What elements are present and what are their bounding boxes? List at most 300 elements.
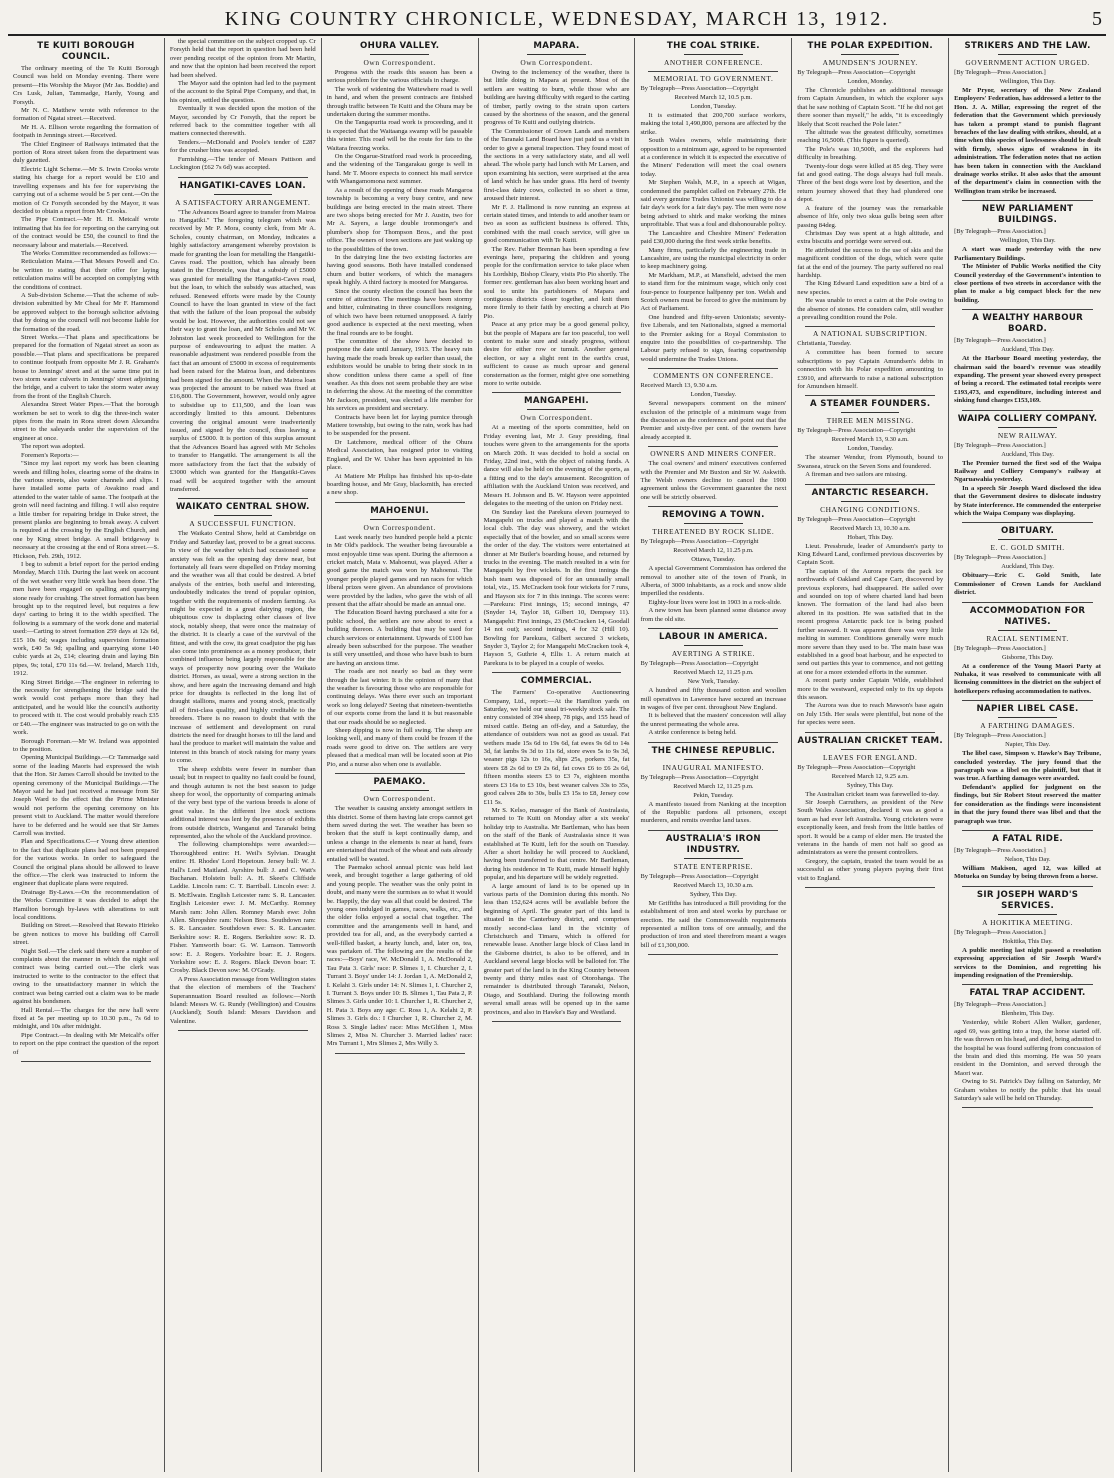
article-subheadline: THREATENED BY ROCK SLIDE. xyxy=(652,527,775,537)
article-subheadline: THREE MEN MISSING. xyxy=(826,416,914,426)
article xyxy=(797,736,943,883)
article-dateline: Received March 13, 10.30 a.m. xyxy=(830,524,911,532)
article-separator xyxy=(335,773,465,774)
article-dateline: Hokitika, This Day. xyxy=(1002,937,1053,945)
article-subheadline: MEMORIAL TO GOVERNMENT. xyxy=(653,74,774,83)
article-body xyxy=(954,246,1101,305)
article-dateline: By Telegraph—Press Association—Copyright xyxy=(797,427,916,435)
article-headline: LABOUR IN AMERICA. xyxy=(659,632,768,643)
article-dateline: Sydney, This Day. xyxy=(690,890,737,898)
columns-container xyxy=(8,38,1106,1472)
paragraph: A feature of the journey was the remarkable absence of life, only two skua gulls being seen after passing 84deg. xyxy=(797,204,944,229)
headline-rule xyxy=(527,409,585,410)
headline-rule xyxy=(998,427,1057,428)
article-body xyxy=(640,400,786,442)
paragraph: A public meeting last night passed a resolution expressing appreciation of Sir Joseph Ward's services to the Dominion, and regretting his impending resignation of the Premiership. xyxy=(954,946,1102,979)
article xyxy=(327,506,473,769)
article-headline: ANTARCTIC RESEARCH. xyxy=(811,487,929,498)
article xyxy=(954,834,1101,882)
article-dateline: Christiania, Tuesday. xyxy=(797,340,852,348)
paragraph: Mr Griffiths has introduced a Bill providing for the establishment of iron and steel works by purchase or erection. He said the Commonwealth requirements represented a million tons of ore annually, and the production of iron and steel therefrom meant a wages bill of £1,300,000. xyxy=(640,899,787,949)
paragraph: A Sub-division Scheme.—That the scheme of sub-division submitted by Mr Cheal for Mr F. Hammond be approved subject to the borough solicitor advising that by doing so the council will not become liable for the formation of the road. xyxy=(13,291,159,333)
paragraph: Last week nearly two hundred people held a picnic in Mr Old's paddock. The weather being favourable a most enjoyable time was spent. During the afternoon a cricket match, Mata v. Mahoenui, was played. After a good game the match was won by Mahoenui. The younger people played games and ran races for which liberal prizes were given. An abundance of provisions were provided by the ladies, who gave the wish of all present that the affair should be made an annual one. xyxy=(326,533,473,608)
paragraph: Defendant's applied for judgment on the findings, but Sir Robert Stout reserved the matter for consideration as the findings were inconsistent in that the jury found there was libel and that the paragraph was true. xyxy=(954,783,1102,825)
paragraph: King Street Bridge.—The engineer in referring to the necessity for strengthening the bridge said the work would cost perhaps more than they had anticipated, and he would like the council's authority to proceed with it. The cost would probably reach £35 or £40.—The engineer was instructed to go on with the work. xyxy=(13,678,159,737)
article-headline: SIR JOSEPH WARD'S SERVICES. xyxy=(976,889,1079,911)
article-body xyxy=(797,791,943,883)
paragraph: Night Soil.—The clerk said there were a number of complaints about the manner in which the night soil contract was being carried out.—The clerk was instructed to write to the contractor to the effect that owing to the unsatisfactory manner in which the contract was being carried out a claim was to be made against his bondsmen. xyxy=(13,947,159,1006)
article-subheadline: INAUGURAL MANIFESTO. xyxy=(662,762,765,772)
paragraph: At a conference of the Young Maori Party at Nuhaka, it was resolved to communicate with all licensing committees in the district on the subject of hotelkeepers refusing accommodation to natives. xyxy=(954,662,1102,695)
article-subheadline: STATE ENTERPRISE. xyxy=(673,861,754,871)
article xyxy=(797,329,943,391)
paragraph: The Lancashire and Cheshire Miners' Federation paid £30,000 during the first week strike benefits. xyxy=(640,229,787,246)
headline-rule xyxy=(998,914,1057,915)
article-separator xyxy=(805,326,935,327)
article-headline: THE COAL STRIKE. xyxy=(666,41,760,51)
paragraph: The Aurora was due to reach Mawson's base again on July 15th. Her seals were plentiful, but none of the fur species were seen. xyxy=(797,702,944,727)
article-dateline: By Telegraph—Press Association—Copyright xyxy=(797,515,916,523)
article-dateline: London, Tuesday. xyxy=(690,103,737,110)
headline-rule xyxy=(370,54,428,55)
article-headline: MAPARA. xyxy=(533,41,580,51)
article-headline: ACCOMMODATION FOR NATIVES. xyxy=(969,605,1086,627)
article-body xyxy=(640,460,786,502)
article xyxy=(797,399,943,479)
article-separator xyxy=(962,830,1093,831)
paragraph: A manifesto issued from Nanking at the inception of the Republic pardons all prisoners, except murderers, and remits overdue land taxes. xyxy=(640,800,787,825)
article-separator xyxy=(648,954,778,955)
paragraph: The libel case, Simpson v. Hawke's Bay Tribune, concluded yesterday. The jury found that the paragraph was a libel on the plaintiff, but that it was true. A farthing damages were awarded. xyxy=(954,750,1102,783)
paragraph: In the dairying line the two existing factories are having good seasons. Both have installed condensed churn and butter workers, of which the managers speak highly. A third factory is mooted for Mangaroa. xyxy=(326,253,473,287)
paragraph: On Sunday last the Parekura eleven journeyed to Mangapehi on trucks and played a match with the local club. The day was showery, and the wicket especially that of the bowler, and so small scores were the order of the day. The visitors were entertained at dinner at Mr Butler's boarding house, and returned by trucks in the evening. The match resulted in a win for Mangapehi by five wickets. In the first innings the bush team was disposed of for an unusually small total, viz., 15. McCracken took four wickets for 7 runs, and Hayson six for 7 in this innings. The scores were:—Parekura: First innings, 15; second innings, 47 (Snyder 14, Taylor 18, Gilbert 10, Dempsey 11). Mangapehi: First innings, 23 (McCracken 14, Goodall 14 not out); second innings, 4 for 32 (Hill 10). Bowling for Parekura, Gilbert secured 3 wickets, Snyder 3, Taylor 2; for Mangapehi McCracken took 4, Hayson 5, Guthrie 4, Ellis 1. A return match at Parekura is to be played in a couple of weeks. xyxy=(483,508,630,667)
article-body xyxy=(640,687,786,737)
article-headline: THE CHINESE REPUBLIC. xyxy=(651,745,776,756)
paragraph: Mr H. A. Ellison wrote regarding the formation of footpath in Jennings street.—Received. xyxy=(13,123,159,140)
paragraph: "The Advances Board agree to transfer from Mairoa to Hangatiki." The foregoing telegram which was received by Mr P. Mora, county clerk, from Mr A. Scholes, county chairman, on Monday, indicates a highly satisfactory arrangement whereby provision is made for granting the loan for metalling the Hangatiki-Caves road. The position, which has already been stated in the Chronicle, was that a subsidy of £5000 was granted for metalling the Hangatiki-Caves road, but the loan, to which the subsidy was attached, was refused. Renewed efforts were made by the County Council to have the loan granted in view of the fact that with the failure of the loan proposal the subsidy would be lost. However, the authorities could not see their way to grant the loan, and Mr Scholes and Mr W. Johnston last week proceeded to Wellington for the purpose of endeavouring to adjust the matter. A reasonable adjustment was rendered possible from the fact that an amount of £5000 in excess of requirements had been raised for the Mairoa loan, and debentures had been signed for the amount. When the Mairoa loan was projected the amount to be raised was fixed at £16,800. The Government, however, would only agree to subsidise up to £11,500, and the loan was accordingly limited to this amount. Debentures covering the original amount were inadvertently issued, and signed by the council, thus leaving a surplus of £5000. It is portion of this surplus amount that the Advances Board has agreed with Mr Scholes to transfer to Hangatiki. The arrangement is all the more satisfactory from the fact that the subsidy of £3000 which was granted for the Hangatiki-Caves road will be acquired together with the amount transferred. xyxy=(169,208,316,493)
paragraph: A hundred and fifty thousand cotton and woollen mill operatives in Lawrence have secured an increase in wages of five per cent. throughout New England. xyxy=(640,687,787,711)
column-4 xyxy=(479,38,636,1472)
headline-rule xyxy=(684,54,742,55)
paragraph: At the Harbour Board meeting yesterday, the chairman said the board's revenue was steadily expanding. The present year showed every prospect of being a record. The estimated total receipts were £193,473, and expenditure, including interest and sinking fund charges £153,169. xyxy=(954,355,1102,405)
article-separator xyxy=(648,71,778,72)
paragraph: Street Works.—That plans and specifications be prepared for the formation of Ngatai street as soon as possible.—That plans and specifications be prepared to continue footpath from opposite Mr J. R. Graham's house to Jennings' street and at the same time put in two storm water culverts in Jennings' street adjoining the bridge, and a culvert to take the storm water away from the front of the English Church. xyxy=(13,334,159,400)
paragraph: Progress with the roads this season has been a serious problem for the various officials in charge. xyxy=(326,69,473,85)
article-headline: A FATAL RIDE. xyxy=(992,833,1063,844)
article-headline: AUSTRALIA'S IRON INDUSTRY. xyxy=(665,833,761,855)
article-headline: WAIKATO CENTRAL SHOW. xyxy=(175,502,310,513)
paragraph: Mr S. Kelso, manager of the Bank of Australasia, returned to Te Kuiti on Monday after a six weeks' holiday trip to Australia. Mr Bartleman, who has been on the staff of the Bank of Australasia since it was established at Te Kuiti, left for the south on Tuesday. After a short holiday he will proceed to Auckland, having been transferred to that centre. Mr Bartleman, during his residence in Te Kuiti, made himself highly popular, and his departure will be widely regretted. xyxy=(483,806,630,882)
article-body xyxy=(954,87,1101,196)
article-body xyxy=(797,454,943,479)
article xyxy=(954,414,1101,519)
paragraph: Yesterday, while Robert Allen Walker, gardener, aged 69, was getting into a trap, the horse started off. He was thrown on his head, and died, being admitted to the hospital he was found suffering from concussion of the brain and died this morning. He was 50 years resident in the Dominion, and served through the Maori war. xyxy=(954,1019,1102,1077)
article-separator xyxy=(648,628,778,629)
article-subheadline: A NATIONAL SUBSCRIPTION. xyxy=(812,329,928,339)
paragraph: He was unable to erect a cairn at the Pole owing to the absence of stones. He considers calm, still weather a prevailing condition round the Pole. xyxy=(797,297,944,321)
paragraph: The Minister of Public Works notified the City Council yesterday of the Government's intention to close portions of two streets in accordance with the plan to make a big compact block for the new building. xyxy=(954,263,1102,304)
article-body xyxy=(954,865,1101,882)
article xyxy=(327,41,473,498)
paragraph: Tenders.—McDonald and Poole's tender of £287 for the crusher bins was accepted. xyxy=(169,138,316,155)
article-dateline: [By Telegraph—Press Association.] xyxy=(954,732,1046,740)
paragraph: It is estimated that 200,700 surface workers, making the total 1,490,800, persons are affected by the strike. xyxy=(640,112,787,136)
paragraph: Drainage By-Laws.—On the recommendation of the Works Committee it was decided to adopt the Hamilton borough by-laws with alterations to suit local conditions. xyxy=(13,888,159,922)
paragraph: The Works Committee recommended as follows:— xyxy=(21,249,157,257)
article-separator xyxy=(962,309,1093,310)
article-dateline: Hobart, This Day. xyxy=(847,533,894,541)
article-separator xyxy=(648,506,778,507)
paragraph: The following championships were awarded:—Thoroughbred entire: H. Weil's Sylvian. Draught entire: H. Rhodes' Lord Hopetoun. Jersey bull: W. J. Hall's Lord Maitland. Ayrshire bull: J. and C. Watt's Buchanan. Holstein bull: A. H. Skeet's Cliffside Laddie. Lincoln ram: C. T. Barriball. Lincoln ewe: J. B. McElwain. English Leicester ram: S. R. Lancaster. English Leicester ewe: J. M. McCarthy. Romney Marsh ram: John Allen. Romney Marsh ewe: John Allen. Shropshire ram: Nelson Bros. Southdown ram: S. R. Lancaster. Southdown ewe: S. R. Lancaster. Berkshire sow: R. E. Rogers. Berkshire sow: R. D. Fisher. Yamworth boar: G. W. Lamson. Tamworth sow: E. J. Rogers. Yorkshire boar: E. J. Rogers. Yorkshire sow: E. J. Rogers. Black Devon boar: T. Crosby. Black Devon sow: M. O'Grady. xyxy=(169,841,316,975)
article-separator xyxy=(805,732,935,733)
article-body xyxy=(640,801,786,826)
article-body xyxy=(484,69,630,388)
article-separator xyxy=(962,1107,1093,1108)
paragraph: A fireman and two sailors are missing. xyxy=(805,471,907,479)
paragraph: "Since my last report my work has been cleaning weeds and filling holes, clearing some of the drains in the various streets, also water channels and slips. I have installed some parts of Awakino road and attended to the water table of same. The footpath at the groin will need facining and filling. I will also require a little timber for repairing bridge in Duke street, the present planks are beginning to break away. A culvert is required at the crossing by the English Church, and one by King street bridge. A small bridgeway is necessary at the crossing at the end of Rora street.—S. Hickson, Feb. 29th, 1912. xyxy=(13,460,159,560)
article-dateline: By Telegraph—Press Association—Copyright xyxy=(640,538,759,546)
article-headline: MAHOENUI. xyxy=(370,505,430,516)
article-separator xyxy=(962,410,1093,411)
article xyxy=(954,988,1101,1103)
article xyxy=(640,510,786,624)
article-subheadline: A SATISFACTORY ARRANGEMENT. xyxy=(175,197,311,207)
article-dateline: Auckland, This Day. xyxy=(1001,450,1054,458)
article-dateline: Blenheim, This Day. xyxy=(1001,1010,1054,1018)
article-subheadline: E. C. GOLD SMITH. xyxy=(990,543,1065,553)
article-headline: TE KUITI BOROUGH COUNCIL. xyxy=(37,41,135,62)
article-separator xyxy=(178,498,308,499)
paragraph: Borough Foreman.—Mr W. Ireland was appointed to the position. xyxy=(13,737,159,753)
paragraph: Pipe Contract.—In dealing with Mr Metcalf's offer to report on the pipe contract the question of the report of xyxy=(13,1031,159,1056)
article-body xyxy=(484,689,630,1017)
article-subheadline: AMUNDSEN'S JOURNEY. xyxy=(822,58,918,67)
paragraph: Many firms, particularly the engineering trade in Lancashire, are using the municipal electricity in order to keep machinery going. xyxy=(640,246,787,271)
article-headline: COMMERCIAL. xyxy=(520,676,593,687)
article-headline: OBITUARY. xyxy=(1000,526,1055,537)
article-dateline: Napier, This Day. xyxy=(1005,741,1051,749)
article-headline: OHURA VALLEY. xyxy=(360,41,440,51)
article xyxy=(484,41,630,388)
article-body xyxy=(797,543,943,728)
article xyxy=(954,526,1101,597)
article-subheadline: Own Correspondent. xyxy=(363,58,436,67)
article-body xyxy=(797,349,943,391)
paragraph: The Waikato Central Show, held at Cambridge on Friday and Saturday last, proved to be a great success. In view of the weather which had occasioned some anxiety was felt as the opening day drew near, but fortunately all fears were dispelled on Friday morning and the weather was all that could be desired. A brief analysis of the entries, both useful and interesting, undoubtedly indicates the trend of popular opinion, together with the requirements of modern farming. As might be expected in a great dairying region, the ubiquitous cow is displacing other classes of live stock, notably sheep, that were once the mainstay of the district. It is clearly a case of the survival of the fittest, and with the cow, its great coadjutor the pig has also come into prominence as a money producer, their combined influence being largely responsible for the ways of prosperity now pouring over the Waikato district. Horses, as usual, were a strong section in the show, and here again the increasing demand and high price for draughts is reflected in the long list of draught stallions, mares and young stock, practically all of first-class quality, and highly creditable to the breeders. There is no reason to doubt that with the increase of settlement and development on rural districts the need for draught horses to till the land and haul the produce to market will maintain the value and interest in this branch of stock raising for many years to come. xyxy=(169,530,316,765)
article-body xyxy=(640,112,786,364)
article-separator xyxy=(178,177,308,178)
article xyxy=(170,38,316,173)
article-subheadline: AVERTING A STRIKE. xyxy=(671,649,755,659)
article-separator xyxy=(648,830,778,831)
article-body xyxy=(640,900,786,950)
article-body xyxy=(327,69,473,498)
article xyxy=(797,41,943,322)
article-dateline: Auckland, This Day. xyxy=(1001,346,1054,354)
article-subheadline: Own Correspondent. xyxy=(363,522,436,532)
headline-rule xyxy=(998,539,1057,540)
paragraph: The Mayor said the opinion had led to the payment of the account to the Spiral Pipe Company, and that, in his opinion, settled the question. xyxy=(169,80,316,104)
article-subheadline: RACIAL SENTIMENT. xyxy=(986,633,1069,643)
article-headline: PAEMAKO. xyxy=(373,777,426,788)
article-body xyxy=(954,663,1101,697)
paragraph: In a speech Sir Joseph Ward disclosed the idea that the Government desires to dislocate industry by State interference. He commended the enterprise which the Waipa Company was displaying. xyxy=(954,484,1102,517)
article-dateline: Gisborne, This Day. xyxy=(1001,653,1054,661)
article-body xyxy=(954,947,1101,981)
article-dateline: [By Telegraph—Press Association.] xyxy=(954,1001,1046,1009)
article-body xyxy=(170,209,316,495)
paragraph: William Makison, aged 12, was killed at Motueka on Sunday by being thrown from a horse. xyxy=(954,864,1102,881)
paragraph: The Paemako school annual picnic was held last week, and brought together a large gathering of old and young people. The weather was the only point in doubt, and many were the surmises as to what it would be. Happily, the day was all that could be desired. The young ones indulged in games, races, walks, etc., and the older folks enjoyed a social chat together. The committee and the arrangements well in hand, and provided tea for all, and, as the everybody carried a well-filled basket, a hearty lunch, and, later on, tea, was partaken of. The following are the results of the races:—Boys' race, W. McDonald 1, A. McDonald 2, Tau Pata 3. Girls' race: P. Slimes 1, I. Churcher 2, I. Turrant 3. Boys' under 14: J. Jordan 1, A. McDonald 2, I. Kelahi 3. Girls under 14: N. Slimes 1, I. Churcher 2, I. Turrant 3. Boys under 10: B. Slimes 1, Tau Pata 2, P. Slimes 3. Girls under 10: I. Churcher 1, R. Churcher 2, H. Pata 3. Boys any age: C. Ross 1, A. Kelahi 2, P. Slimes 3. Girls do.: I Churcher 1, R. Churcher 2, M. Ross 3. Single ladies' race: Miss McGlihen 1, Miss Slimes 2, Miss N. Churcher 3. Married ladies' race: Mrs Turrant 1, Mrs Slimes 2, Mrs Willy 3. xyxy=(326,863,473,1048)
article-body xyxy=(797,87,943,322)
article xyxy=(640,41,786,67)
headline-rule xyxy=(527,54,585,55)
article-dateline: [By Telegraph—Press Association.] xyxy=(954,441,1046,449)
article-separator xyxy=(805,395,935,396)
paragraph: The Education Board having purchased a site for a public school, the settlers are now about to erect a building thereon. A building that may be used for church services or entertainment. Upwards of £100 has already been subscribed for the purpose. The weather is still very unsettled, and those who have bush to burn are having an anxious time. xyxy=(326,609,473,667)
article xyxy=(170,181,316,495)
article-separator xyxy=(492,672,622,673)
paragraph: The roads are not nearly so bad as they were through the last winter. It is the opinion of many that the weather is favouring those who are responsible for continuing delays. Was there ever such an important work so long delayed? Seeing that nineteen-twentieths of our exports come from the land it is but reasonable that our roads should be so neglected. xyxy=(326,668,473,726)
article-body xyxy=(170,38,316,173)
paragraph: Several newspapers comment on the miners' exclusion of the principle of a minimum wage from the discussion as the conference and point out that the Premier and sixty-five per cent. of the owners have already accepted it. xyxy=(640,400,787,441)
article-dateline: Received March 13, 9.30 a.m. xyxy=(831,436,909,444)
article-separator xyxy=(962,886,1093,887)
paragraph: Alexandra Street Water Pipes.—That the borough workmen be set to work to dig the three-inch water pipes from the main in Rora street down Alexandra street to the saleyards under the supervision of the engineer at once. xyxy=(13,401,159,442)
article-dateline: [By Telegraph—Press Association.] xyxy=(954,554,1046,562)
article-separator xyxy=(335,502,465,503)
paragraph: Sheep dipping is now in full swing. The sheep are looking well, and many of them could be frozen if the roads were good to drive on. The settlers are very pleased that a medical man will be located soon at Pio Pio, and a nurse also when one is available. xyxy=(326,727,473,768)
article xyxy=(797,488,943,728)
paragraph: The Premier turned the first sod of the Waipa Railway and Colliery Company's railway at Ngaruawahia yesterday. xyxy=(954,459,1102,484)
article-headline: MANGAPEHI. xyxy=(524,396,589,407)
article-headline: NEW PARLIAMENT BUILDINGS. xyxy=(981,204,1074,226)
article-dateline: London, Tuesday. xyxy=(690,391,737,399)
article-headline: AUSTRALIAN CRICKET TEAM. xyxy=(797,735,943,746)
article-body xyxy=(327,805,473,1049)
article-subheadline: CHANGING CONDITIONS. xyxy=(820,504,921,514)
paragraph: Eventually it was decided upon the motion of the Mayor, seconded by Cr Forsyth, that the report be referred back to the committee together with all matters connected therewith. xyxy=(169,105,316,138)
paragraph: He attributed the success to the use of skis and the magnificent condition of the dogs, which were quite fat at the end of the journey. The party suffered no real hardship. xyxy=(797,246,944,279)
article xyxy=(954,313,1101,405)
article-separator xyxy=(962,700,1093,701)
article xyxy=(484,396,630,668)
headline-rule xyxy=(684,523,742,524)
paragraph: Dr Latchmore, medical officer of the Ohura Medical Association, has resigned prior to visiting England, and Dr W. Usher has been appointed in his place. xyxy=(326,438,473,472)
paragraph: The report was adopted. xyxy=(21,443,85,451)
article-headline: THE POLAR EXPEDITION. xyxy=(807,41,933,51)
article-dateline: New York, Tuesday. xyxy=(687,678,740,686)
column-7 xyxy=(949,38,1106,1472)
paragraph: Reticulation Mains.—That Messrs Powell and Co. be written to stating that their offer for laying reticulation mains will be accepted on complying with the conditions of contract. xyxy=(13,258,159,291)
article-dateline: Pekin, Tuesday. xyxy=(693,791,734,799)
article-dateline: By Telegraph—Press Association—Copyright xyxy=(640,872,759,880)
article-separator xyxy=(492,1021,622,1022)
article-dateline: [By Telegraph—Press Association.] xyxy=(954,644,1046,652)
article-dateline: Ottawa, Tuesday. xyxy=(691,556,736,564)
article-dateline: Wellington, This Day. xyxy=(999,78,1056,85)
article xyxy=(954,890,1101,981)
article-dateline: By Telegraph—Press Association—Copyright xyxy=(640,773,759,781)
column-3 xyxy=(322,38,479,1472)
article-dateline: By Telegraph—Press Association—Copyright xyxy=(797,763,916,771)
article-dateline: Received March 12, 11.25 p.m. xyxy=(673,669,754,677)
headline-rule xyxy=(370,790,428,791)
article-dateline: [By Telegraph—Press Association.] xyxy=(954,846,1046,854)
paragraph: South Wales owners, while maintaining their opposition to a minimum age, agreed to be represented at a conference in which it is expected the executive of the Miners' Federation will meet the coal owners today. xyxy=(640,137,787,178)
headline-rule xyxy=(684,759,742,760)
article-dateline: London, Tuesday. xyxy=(847,445,894,453)
article xyxy=(640,746,786,826)
article-separator xyxy=(648,368,778,369)
column-2 xyxy=(165,38,322,1472)
paragraph: A Press Association message from Wellington states that the election of members of the Teachers' Superannuation Board resulted as follows:—North Island: Messrs W. G. Rundy (Wellington) and Cousins (Auckland); South Island: Messrs Davidson and Valentine. xyxy=(169,975,316,1025)
article-dateline: [By Telegraph—Press Association.] xyxy=(954,928,1046,936)
headline-rule xyxy=(684,645,742,646)
column-5 xyxy=(635,38,792,1472)
article-dateline: London, Monday. xyxy=(847,78,893,85)
article-headline: REMOVING A TOWN. xyxy=(661,510,765,521)
article-body xyxy=(954,355,1101,405)
headline-rule xyxy=(214,194,272,195)
article-separator xyxy=(962,602,1093,603)
article-subheadline: Own Correspondent. xyxy=(520,58,593,67)
paragraph: Mr F. J. Hallmond is now running an express at certain stated times, and intends to add another team or two as soon as sufficient business is offered. This, combined with the mail coach service, will give us good communication with Te Kuiti. xyxy=(483,203,630,245)
article-separator xyxy=(962,522,1093,523)
paragraph: Opening Municipal Buildings.—Cr Tammadge said some of the leading Maoris had expressed the wish that the Hon. Sir James Carroll should be invited to the opening ceremony of the Municipal Buildings.—The Mayor said he had just received a message from Sir Joseph Ward to the effect that the Prime Minister would not perform the opening ceremony on his present visit to Auckland. The matter would therefore have to be deferred and he would see that Sir James Carroll was invited. xyxy=(13,754,159,837)
article-dateline: Sydney, This Day. xyxy=(846,781,894,789)
article-headline: HANGATIKI-CAVES LOAN. xyxy=(179,180,306,191)
headline-rule xyxy=(841,749,899,750)
headline-rule xyxy=(370,519,428,520)
masthead xyxy=(8,6,1106,36)
paragraph: The coal owners' and miners' executives conferred with the Premier and Mr Buxton and Sir W. Askwith. The Welsh owners decline to cancel the 1900 agreement unless the Government guarantee the next one will be strictly observed. xyxy=(640,460,787,501)
paragraph: A recent party under Captain Wilde, established more to the westward, expected only to fix up depots this season. xyxy=(797,677,944,701)
paragraph: Since the county election the council has been the centre of attraction. The meetings have been stormy and bitter, culminating in three councillors resigning, of which two have been returned unopposed. A fairly good audience is expected at the next meeting, when the final rounds are to be fought. xyxy=(326,287,473,337)
paragraph: A new town has been planned some distance away from the old site. xyxy=(640,607,787,623)
article xyxy=(640,371,786,442)
paragraph: A committee has been formed to secure subscriptions to pay Captain Amundsen's debts in connection with his Polar expedition amounting to £3910, and afterwards to raise a national subscription for Amundsen himself. xyxy=(797,349,944,390)
paragraph: The Commissioner of Crown Lands and members of the Taranaki Land Board have just paid us a visit in order to give a general inspection. They found most of the sections in a very satisfactory state, and all well ahead. The whole party had lunch with Mr Larsen, and upon examining his section, were surprised at the area of land which he has under grass. His herd of twenty first-class dairy cows, collected in so short a time, aroused their interest. xyxy=(483,127,630,203)
article xyxy=(954,704,1101,826)
paragraph: At Matiere Mr Philips has finished his up-to-date boarding house, and Mr Gray, blacksmith, has erected a new shop. xyxy=(326,472,473,497)
article-separator xyxy=(21,1061,151,1062)
paragraph: Lieut. Pressbrude, leader of Amundsen's party to King Edward Land, confirmed previous discoveries by Captain Scott. xyxy=(797,542,944,567)
article-dateline: [By Telegraph—Press Association.] xyxy=(954,337,1046,345)
article-separator xyxy=(805,484,935,485)
article-dateline: [By Telegraph—Press Association.] xyxy=(954,69,1046,76)
paragraph: Owing to St. Patrick's Day falling on Saturday, Mr Graham wishes to notify the public that his usual Saturday's sale will be held on Thursday. xyxy=(954,1078,1102,1102)
paragraph: A special Government Commission has ordered the removal to another site of the town of Frank, in Alberta, of 3000 inhabitants, as a rock and snow slide imperilled the residents. xyxy=(640,565,787,598)
headline-rule xyxy=(214,515,272,516)
paragraph: Obituary—Eric C. Gold Smith, late Commissioner of Crown Lands for Auckland district. xyxy=(954,572,1102,597)
paragraph: Twenty-four dogs were killed at 85 deg. They were fat and good eating. The dogs always had full meals. Three of the best dogs were lost by desertion, and the return journey showed that they had plundered one depot. xyxy=(797,162,944,204)
paragraph: On the Ongarue-Stratford road work is proceeding, and the widening of the Tangarakau gorge is well in hand. Mr T. Moore expects to connect his mail service with Whangamomona next summer. xyxy=(326,153,473,186)
article-subheadline: GOVERNMENT ACTION URGED. xyxy=(965,58,1090,67)
paragraph: Foremen's Reports:— xyxy=(21,451,79,459)
paragraph: On the Tangapurita road work is proceeding, and it is expected that the Waitaanga swamp will be passable this winter. This road will be the route for fats to the Waitara freezing works. xyxy=(326,119,473,152)
paragraph: The work of widening the Waitewhere road is well in hand, and when the present contracts are finished through traffic between Te Kuiti and the Ohura may be undertaken during the summer months. xyxy=(326,85,473,119)
paragraph: Sir Joseph Carruthers, as president of the New South Wales Association, declared it was as good a team as had ever left Australia. Young cricketers were exceptionally keen, and fresh from the little battles of sport. It would be a camp of elder men. He trusted the veterans in the hands of men not half so good as administrators as were the present controllers. xyxy=(797,798,944,857)
article-subheadline: ANOTHER CONFERENCE. xyxy=(663,58,763,67)
paragraph: Eighty-four lives were lost in 1903 in a rock-slide. xyxy=(648,598,782,606)
headline-rule xyxy=(841,501,899,502)
article-subheadline: A SUCCESSFUL FUNCTION. xyxy=(189,519,297,529)
article-separator xyxy=(648,446,778,447)
article xyxy=(640,74,786,364)
article-headline: NAPIER LIBEL CASE. xyxy=(976,704,1079,715)
article-subheadline: A FARTHING DAMAGES. xyxy=(980,721,1075,731)
article-separator xyxy=(648,742,778,743)
article-dateline: Auckland, This Day. xyxy=(1001,563,1054,571)
article xyxy=(954,204,1101,305)
article-body xyxy=(13,65,159,1057)
article-separator xyxy=(962,984,1093,985)
paragraph: Mr N. C. Matthew wrote with reference to the formation of Ngatai street.—Received. xyxy=(13,107,159,123)
article xyxy=(13,41,159,1057)
article-body xyxy=(954,750,1101,826)
paragraph: The Pipe Contract.—Mr H. H. Metcalf wrote intimating that his fee for reporting on the carrying out of the contract would be £50, the council to find the necessary labour and materials.—Received. xyxy=(13,216,159,249)
column-1 xyxy=(8,38,165,1472)
paragraph: Mr Pryor, secretary of the New Zealand Employers' Federation, has addressed a letter to the Hon. J. A. Millar, expressing the regret of the federation that the Government which previously has taken a prompt stand to punish flagrant breaches of the law dealing with strikes, should, at a time when this species of lawlessness should be dealt with firmly, shows signs of weakness in its administration. The federation notes that no action has been taken in connection with the Auckland drainage works strike. It also asks that the amount of the department's claim in connection with the Wellington tram strike be increased. xyxy=(954,87,1102,195)
article xyxy=(954,606,1101,697)
article-dateline: Received March 13, 9.30 a.m. xyxy=(640,382,718,390)
paragraph: The Chronicle publishes an additional message from Captain Amundsen, in which the explorer says that he saw nothing of Captain Scott. "If he did not get there sooner than myself," he adds, "it is exceedingly likely that Scott reached the Pole later." xyxy=(797,87,944,128)
article-headline: A STEAMER FOUNDERS. xyxy=(810,399,931,410)
paragraph: A strike conference is being held. xyxy=(648,729,737,737)
paragraph: The sheep exhibits were fewer in number than usual; but in respect to quality no fault could be found, and though autumn is not the best season to judge sheep for wool, the opportunity of comparing animals of the very best type of the various breeds is alone of great value. In the different live stock sections additional interest was lent by the presence of exhibits from outside districts, Wanganui and Taranaki being represented, also the whole of the Auckland province. xyxy=(169,765,316,840)
article-dateline: Received March 12, 9.25 a.m. xyxy=(831,772,909,780)
paragraph: The ordinary meeting of the Te Kuiti Borough Council was held on Monday evening. There were present—His Worship the Mayor (Mr Jas. Boddie) and Crs Lusk, Julian, Tammadge, Hardy, Young and Forsyth. xyxy=(13,65,159,106)
paragraph: Gregory, the captain, trusted the team would be as successful as other young players paying their first visit to England. xyxy=(797,857,944,882)
paragraph: Hall Rental.—The charges for the new hall were fixed at 5s per meeting up to 10.30 p.m., 7s 6d to midnight, and 10s after midnight. xyxy=(13,1006,159,1031)
article xyxy=(640,834,786,950)
paragraph: A large amount of land is to be opened up in various parts of the Dominion during this month. No less than 152,624 acres will be available before the beginning of April. The greater part of this land is situated in the Canterbury district, and comprises mostly second-class land in the vicinity of Christchurch and Timaru, which is offered for renewable lease. Another large block of Class land in the Gisborne district, is also to be offered, and in Auckland several large blocks will be balloted for. The greater part of the land is in the King Country between twenty and thirty miles east of Otorohanga. The remainder is distributed through Taranaki, Nelson, Otago, and Southland. During the following month several small areas will be opened up in the same provinces, and also in Hawke's Bay and Westland. xyxy=(483,882,630,1016)
page-number: 5 xyxy=(1092,8,1102,30)
column-6 xyxy=(792,38,949,1472)
article-subheadline: LEAVES FOR ENGLAND. xyxy=(823,752,918,762)
article-dateline: Received March 12, 10.5 p.m. xyxy=(674,94,753,101)
article xyxy=(954,41,1101,196)
paragraph: The captain of the Aurora reports the pack ice northwards of Oakland and Cape Carr, discovered by previous explorers, had disappeared. He sailed over and sounded on top of where charted land had been known. The formation of the land had also been altered in its position. He was satisfied that in the recent progress Antarctic pack ice is being pushed further seaward. It was apparent there was very little melting in summer. Conditions generally were much more severe than they used to be. The main base was established in a good boat harbour, and he expected to send out parties this year to commence, and not getting at one for a more extended efforts in the summer. xyxy=(797,567,944,676)
article-dateline: Wellington, This Day. xyxy=(999,237,1056,245)
article-subheadline: A HOKITIKA MEETING. xyxy=(982,917,1073,927)
article-subheadline: OWNERS AND MINERS CONFER. xyxy=(650,449,777,459)
headline-rule xyxy=(841,54,899,55)
article-dateline: Received March 12, 11.25 p.m. xyxy=(673,782,754,790)
paragraph: As a result of the opening of these roads Mangaroa township is becoming a very busy centre, and new buildings are being erected in the main street. There are two shops being erected for Mr J. Austin, two for Mr A. Sayers, a large double ironmonger's and plumber's shop for Thompson Bros., and the post office. The owners of town sections are just waking up to the possibilities of the town. xyxy=(326,186,473,253)
paragraph: The Rev. Father Brennan has been spending a few evenings here, preparing the children and young people for the confirmation service to take place when his Lordship, Bishop Cleary, visits Pio Pio shortly. The former rev. gentleman has also been working heart and soul to unite his parishioners of Mapara and contiguous districts closer together, and knit them more firmly to their faith by erecting a church at Pio Pio. xyxy=(483,245,630,320)
masthead-title: KING COUNTRY CHRONICLE, WEDNESDAY, MARCH 13, 1912. xyxy=(224,8,890,30)
article-body xyxy=(954,572,1101,597)
paragraph: Peace at any price may be a good general policy, but the people of Mapara are far too peaceful, too well content to make sure and steady progress, without desire for either row or tumult. Another general election, or say a slight rent in the earth's crust, sufficient to cause as much uproar and general consternation as the former, might give one something more to write outside. xyxy=(483,321,630,388)
paragraph: I beg to submit a brief report for the period ending Monday, March 11th. During the last week on account of the wet weather very little work has been done. The men have been engaged on spalling and quarrying stone ready for crushing. The street formation has been brought up to the required level, but requires a few days' carting to bring it to the width specified. The following is a summary of the work done and material used:—Carting to street formation 259 days at 12s 6d, £15 10s 6d; wages including supervision formation work, £40 5s 9d; spalling and quarrying stone 140 cubic yards at 2s, £14; clearing drain and laying Bin pipes, 9s; total, £70 11s 6d.—W. Ireland, March 11th, 1912. xyxy=(13,560,159,678)
article-dateline: By Telegraph—Press Association—Copyright xyxy=(640,660,759,668)
paragraph: The King Edward Land expedition saw a bird of a new species. xyxy=(797,280,944,296)
paragraph: Christmas Day was spent at a high altitude, and extra biscuits and porridge were served out. xyxy=(797,229,944,246)
article xyxy=(170,502,316,1026)
article-body xyxy=(954,460,1101,519)
paragraph: the special committee on the subject cropped up. Cr Forsyth held that the report in question had been held over pending receipt of the opinion from Mr Martin, and now that the opinion had been received the report had been shelved. xyxy=(169,38,316,79)
paragraph: The Chief Engineer of Railways intimated that the portion of Rora street taken from the department was duly gazetted. xyxy=(13,140,159,165)
paragraph: Plan and Specifications.C—r Young drew attention to the fact that duplicate plans had not been prepared for the various works. In order to safeguard the Council the original plans should be allowed to leave the office.—The clerk was instructed to inform the engineer that duplicate plans were required. xyxy=(13,838,159,888)
article-dateline: By Telegraph—Press Association—Copyright xyxy=(640,85,759,92)
article-body xyxy=(170,530,316,1026)
headline-rule xyxy=(998,717,1057,718)
article-subheadline: Own Correspondent. xyxy=(363,794,436,804)
article-dateline: Received March 12, 11.25 p.m. xyxy=(673,547,754,555)
headline-rule xyxy=(998,54,1057,55)
